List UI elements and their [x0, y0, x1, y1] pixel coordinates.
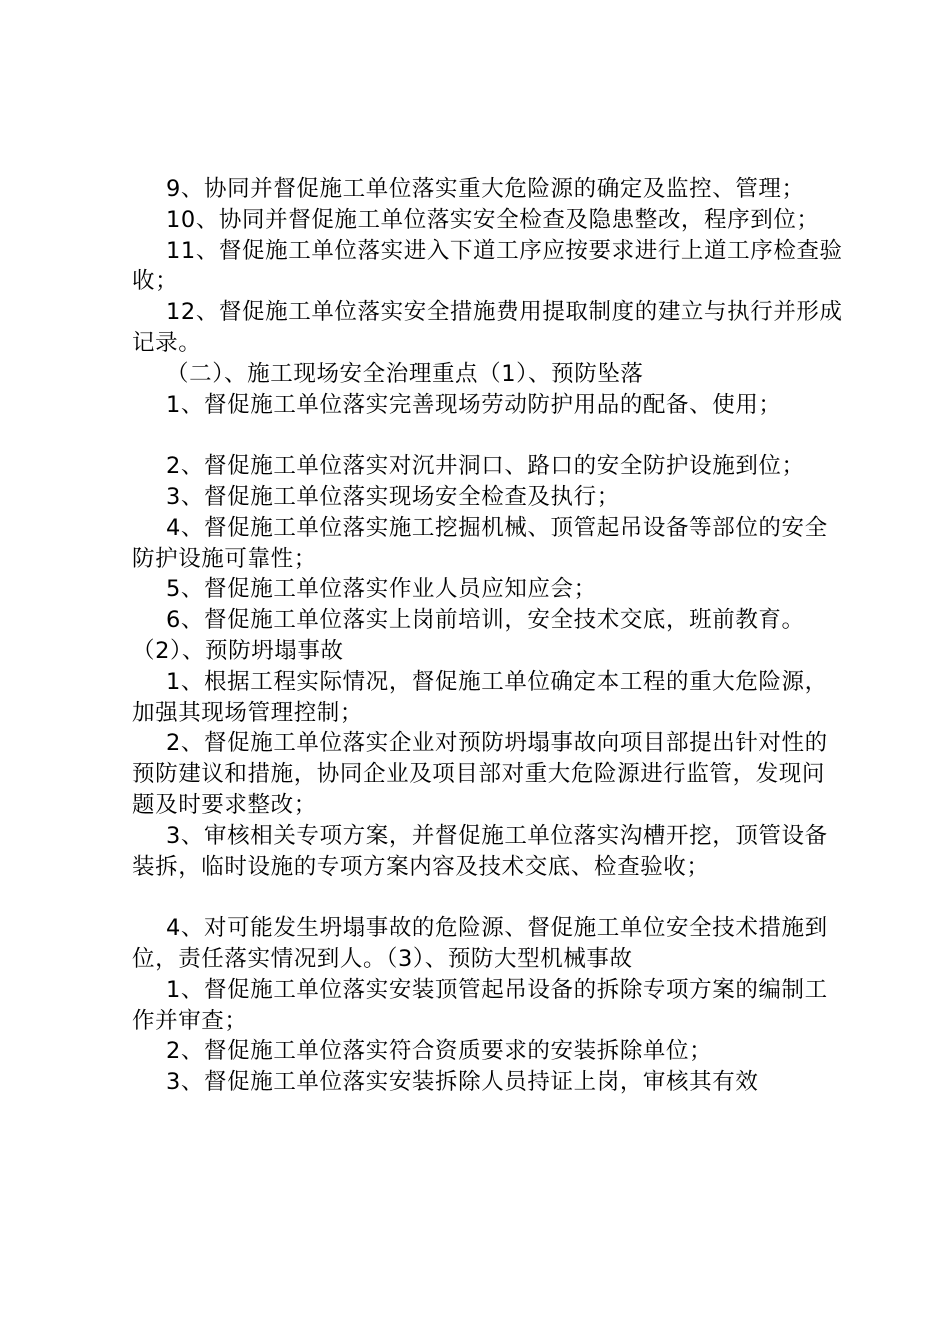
paragraph-item-9: 9、协同并督促施工单位落实重大危险源的确定及监控、管理； [166, 176, 805, 202]
falls-item-6: 6、督促施工单位落实上岗前培训，安全技术交底，班前教育。（2）、预防坍塌事故 [132, 607, 805, 664]
falls-item-4: 4、督促施工单位落实施工挖掘机械、顶管起吊设备等部位的安全防护设施可靠性； [132, 514, 828, 572]
falls-item-3: 3、督促施工单位落实现场安全检查及执行； [166, 483, 620, 510]
falls-item-2: 2、督促施工单位落实对沉井洞口、路口的安全防护设施到位； [166, 453, 805, 480]
paragraph-item-12: 12、督促施工单位落实安全措施费用提取制度的建立与执行并形成记录。 [132, 299, 843, 356]
machinery-item-2: 2、督促施工单位落实符合资质要求的安装拆除单位； [166, 1038, 713, 1065]
document-body [132, 174, 844, 1098]
machinery-item-3: 3、督促施工单位落实安装拆除人员持证上岗，审核其有效 [166, 1069, 759, 1096]
blank-line [132, 882, 844, 913]
falls-item-5: 5、督促施工单位落实作业人员应知应会； [166, 576, 597, 603]
collapse-item-4: 4、对可能发生坍塌事故的危险源、督促施工单位安全技术措施到位，责任落实情况到人。（3）、预防大型机械事故 [132, 915, 828, 972]
blank-line [132, 420, 844, 451]
collapse-item-2: 2、督促施工单位落实企业对预防坍塌事故向项目部提出针对性的预防建议和措施，协同企业及项目部对重大危险源进行监管，发现问题及时要求整改； [132, 730, 828, 818]
paragraph-item-10: 10、协同并督促施工单位落实安全检查及隐患整改，程序到位； [166, 206, 820, 233]
machinery-item-1: 1、督促施工单位落实安装顶管起吊设备的拆除专项方案的编制工作并审查； [132, 976, 828, 1034]
paragraph-item-11: 11、督促施工单位落实进入下道工序应按要求进行上道工序检查验收； [132, 237, 843, 295]
collapse-item-1: 1、根据工程实际情况，督促施工单位确定本工程的重大危险源，加强其现场管理控制； [132, 668, 828, 726]
collapse-item-3: 3、审核相关专项方案，并督促施工单位落实沟槽开挖，顶管设备装拆，临时设施的专项方案内容及技术交底、检查验收； [132, 822, 828, 880]
falls-item-1: 1、督促施工单位落实完善现场劳动防护用品的配备、使用； [166, 391, 782, 418]
section-heading-2-prevent-falls: （二）、施工现场安全治理重点（1）、预防坠落 [166, 360, 644, 387]
